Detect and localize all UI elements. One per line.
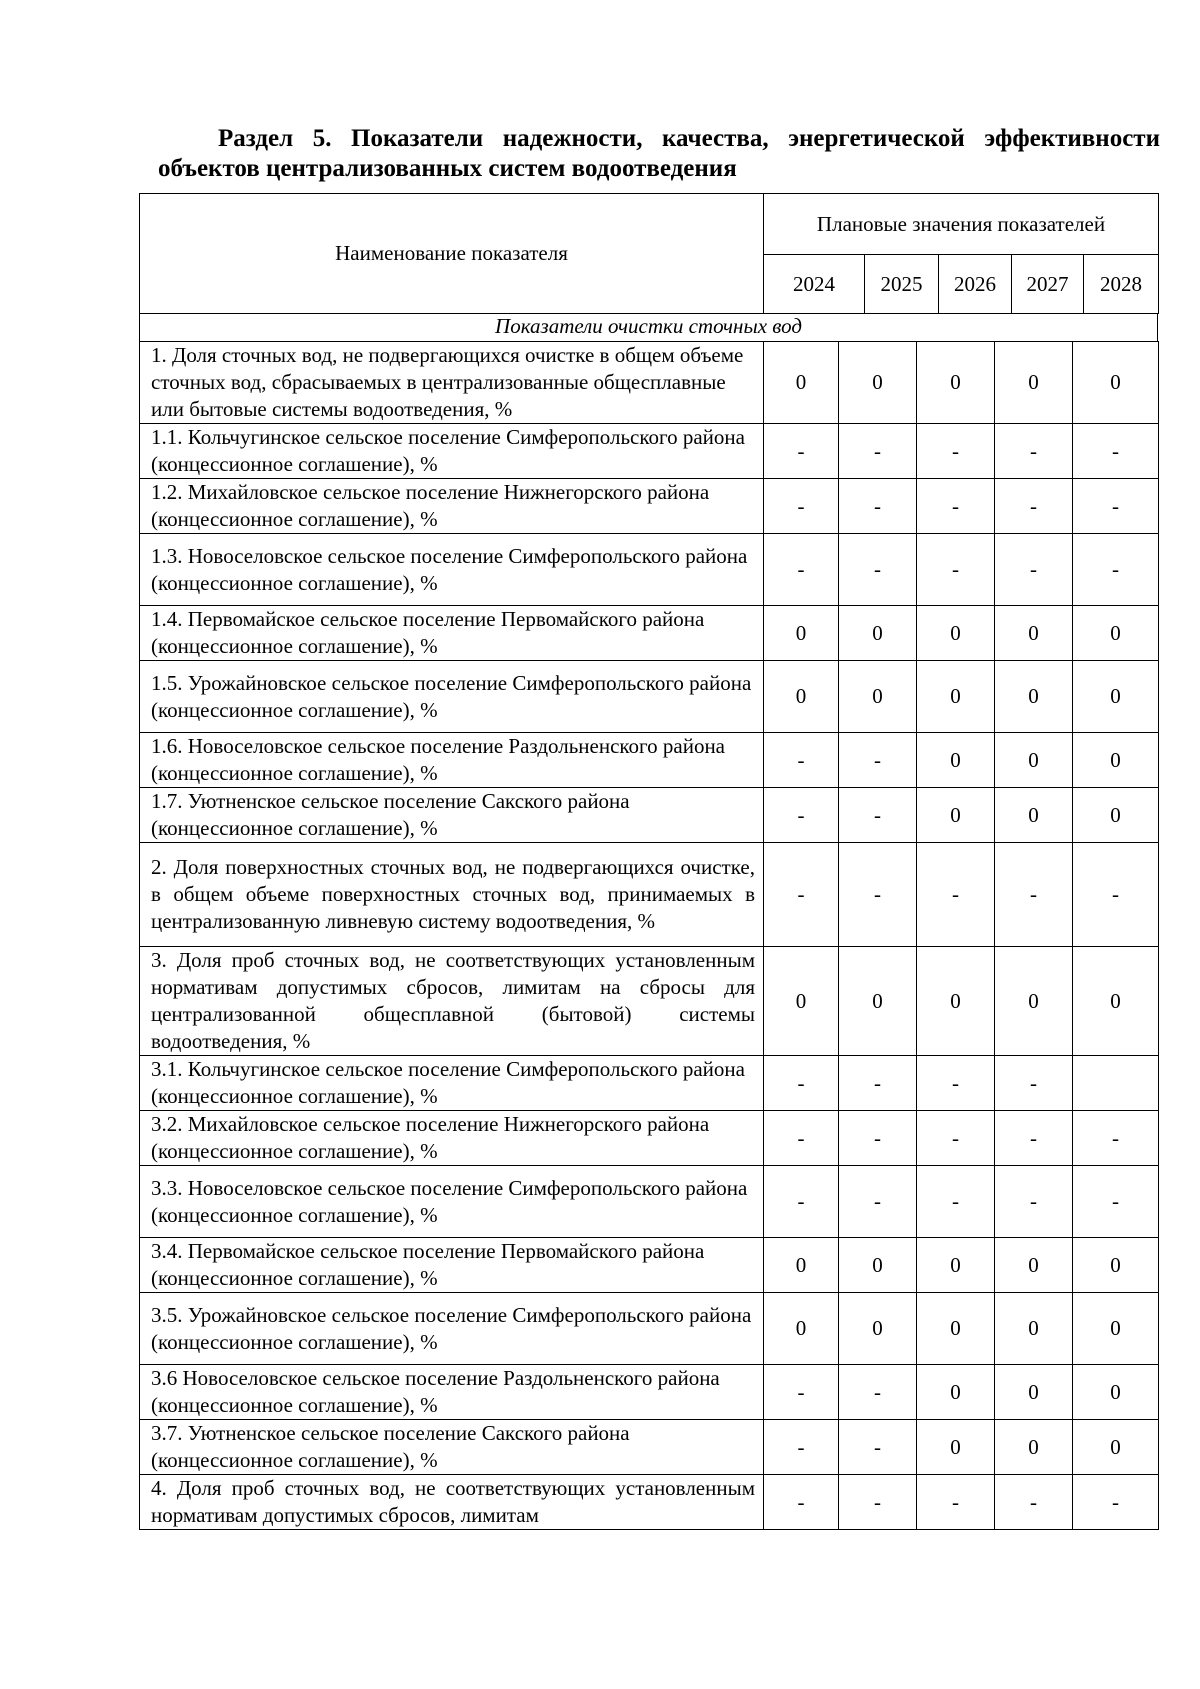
indicator-name-cell: 1. Доля сточных вод, не подвергающихся очистке в общем объеме сточных вод, сбрасываемых в централизованные общесплавные или бытовые системы водоотведения, % xyxy=(140,342,764,424)
indicator-name-cell: 1.3. Новоселовское сельское поселение Симферопольского района (концессионное соглашение), % xyxy=(140,534,764,606)
table-row xyxy=(140,534,1159,606)
value-cell-2025: 0 xyxy=(839,342,917,424)
plan-values-header: Плановые значения показателей xyxy=(764,194,1159,255)
value-cell-2025: - xyxy=(839,843,917,947)
value-cell-2026: 0 xyxy=(917,1238,995,1293)
indicator-name-cell: 1.5. Урожайновское сельское поселение Симферопольского района (концессионное соглашение), % xyxy=(140,661,764,733)
value-cell-2024: 0 xyxy=(764,342,839,424)
value-cell-2026: - xyxy=(917,1166,995,1238)
table-row xyxy=(140,424,1159,479)
value-cell-2024: - xyxy=(764,1420,839,1475)
value-cell-2024: - xyxy=(764,1111,839,1166)
value-cell-2024: - xyxy=(764,843,839,947)
value-cell-2024: 0 xyxy=(764,606,839,661)
value-cell-2026: 0 xyxy=(917,733,995,788)
value-cell-2027: 0 xyxy=(995,1293,1073,1365)
value-cell-2028: - xyxy=(1073,424,1159,479)
value-cell-2026: 0 xyxy=(917,606,995,661)
value-cell-2027: 0 xyxy=(995,733,1073,788)
value-cell-2027: 0 xyxy=(995,661,1073,733)
value-cell-2028: 0 xyxy=(1073,733,1159,788)
value-cell-2026: - xyxy=(917,1475,995,1530)
table-row xyxy=(140,1166,1159,1238)
year-header: 2026 xyxy=(939,255,1012,314)
indicator-name-cell: 2. Доля поверхностных сточных вод, не подвергающихся очистке, в общем объеме поверхностных сточных вод, принимаемых в централизованную ливневую систему водоотведения, % xyxy=(140,843,764,947)
value-cell-2025: 0 xyxy=(839,947,917,1056)
value-cell-2024: - xyxy=(764,1166,839,1238)
value-cell-2027: - xyxy=(995,1056,1073,1111)
indicator-name-cell: 3.5. Урожайновское сельское поселение Симферопольского района (концессионное соглашение), % xyxy=(140,1293,764,1365)
table-row xyxy=(140,661,1159,733)
value-cell-2027: 0 xyxy=(995,947,1073,1056)
value-cell-2028: - xyxy=(1073,479,1159,534)
value-cell-2025: - xyxy=(839,788,917,843)
section-title-row: Показатели очистки сточных вод xyxy=(139,313,1158,341)
value-cell-2025: 0 xyxy=(839,1293,917,1365)
value-cell-2026: - xyxy=(917,1056,995,1111)
value-cell-2024: 0 xyxy=(764,1293,839,1365)
indicators-table xyxy=(139,341,1159,1530)
year-header: 2027 xyxy=(1012,255,1084,314)
value-cell-2024: - xyxy=(764,479,839,534)
value-cell-2025: - xyxy=(839,1420,917,1475)
value-cell-2026: - xyxy=(917,479,995,534)
value-cell-2025: - xyxy=(839,1475,917,1530)
value-cell-2026: 0 xyxy=(917,1365,995,1420)
table-row xyxy=(140,843,1159,947)
table-header xyxy=(139,193,1159,314)
value-cell-2024: - xyxy=(764,1475,839,1530)
table-row xyxy=(140,947,1159,1056)
table-row xyxy=(140,479,1159,534)
value-cell-2027: - xyxy=(995,424,1073,479)
value-cell-2025: 0 xyxy=(839,661,917,733)
value-cell-2026: 0 xyxy=(917,1293,995,1365)
table-row xyxy=(140,1056,1159,1111)
value-cell-2026: - xyxy=(917,424,995,479)
table-row xyxy=(140,606,1159,661)
value-cell-2027: 0 xyxy=(995,1365,1073,1420)
table-row xyxy=(140,788,1159,843)
value-cell-2028: - xyxy=(1073,843,1159,947)
indicator-name-cell: 1.6. Новоселовское сельское поселение Раздольненского района (концессионное соглашение), % xyxy=(140,733,764,788)
value-cell-2027: 0 xyxy=(995,1420,1073,1475)
value-cell-2024: - xyxy=(764,1056,839,1111)
value-cell-2027: 0 xyxy=(995,788,1073,843)
value-cell-2024: - xyxy=(764,534,839,606)
value-cell-2024: - xyxy=(764,788,839,843)
value-cell-2028: 0 xyxy=(1073,1238,1159,1293)
indicator-name-cell: 3.6 Новоселовское сельское поселение Раздольненского района (концессионное соглашение), % xyxy=(140,1365,764,1420)
value-cell-2026: 0 xyxy=(917,1420,995,1475)
value-cell-2026: 0 xyxy=(917,342,995,424)
value-cell-2025: 0 xyxy=(839,1238,917,1293)
table-row xyxy=(140,342,1159,424)
value-cell-2024: - xyxy=(764,1365,839,1420)
value-cell-2027: 0 xyxy=(995,342,1073,424)
year-header: 2025 xyxy=(865,255,939,314)
table-row xyxy=(140,1111,1159,1166)
table-row xyxy=(140,1238,1159,1293)
value-cell-2025: - xyxy=(839,424,917,479)
indicator-name-cell: 3.2. Михайловское сельское поселение Нижнегорского района (концессионное соглашение), % xyxy=(140,1111,764,1166)
section-heading: Раздел 5. Показатели надежности, качества, энергетической эффективности объектов централизованных систем водоотведения xyxy=(158,125,1160,182)
value-cell-2026: - xyxy=(917,843,995,947)
value-cell-2028: - xyxy=(1073,1166,1159,1238)
value-cell-2028: 0 xyxy=(1073,1365,1159,1420)
year-header: 2024 xyxy=(764,255,865,314)
value-cell-2028: 0 xyxy=(1073,342,1159,424)
value-cell-2025: - xyxy=(839,1166,917,1238)
value-cell-2028: - xyxy=(1073,1475,1159,1530)
value-cell-2026: - xyxy=(917,1111,995,1166)
value-cell-2024: 0 xyxy=(764,947,839,1056)
value-cell-2028: - xyxy=(1073,1111,1159,1166)
value-cell-2027: - xyxy=(995,479,1073,534)
value-cell-2027: 0 xyxy=(995,1238,1073,1293)
value-cell-2026: 0 xyxy=(917,661,995,733)
indicator-name-cell: 1.1. Кольчугинское сельское поселение Симферопольского района (концессионное соглашение), % xyxy=(140,424,764,479)
year-header: 2028 xyxy=(1084,255,1159,314)
value-cell-2027: 0 xyxy=(995,606,1073,661)
value-cell-2028 xyxy=(1073,1056,1159,1111)
indicator-name-cell: 1.4. Первомайское сельское поселение Первомайского района (концессионное соглашение), % xyxy=(140,606,764,661)
indicator-name-cell: 3.3. Новоселовское сельское поселение Симферопольского района (концессионное соглашение), % xyxy=(140,1166,764,1238)
table-row xyxy=(140,1365,1159,1420)
value-cell-2026: - xyxy=(917,534,995,606)
value-cell-2028: 0 xyxy=(1073,788,1159,843)
indicator-name-cell: 1.7. Уютненское сельское поселение Сакского района (концессионное соглашение), % xyxy=(140,788,764,843)
value-cell-2028: 0 xyxy=(1073,661,1159,733)
value-cell-2025: - xyxy=(839,1056,917,1111)
indicator-name-cell: 3.7. Уютненское сельское поселение Сакского района (концессионное соглашение), % xyxy=(140,1420,764,1475)
indicator-name-cell: 3.4. Первомайское сельское поселение Первомайского района (концессионное соглашение), % xyxy=(140,1238,764,1293)
value-cell-2028: - xyxy=(1073,534,1159,606)
table-row xyxy=(140,733,1159,788)
value-cell-2025: 0 xyxy=(839,606,917,661)
value-cell-2025: - xyxy=(839,1111,917,1166)
value-cell-2025: - xyxy=(839,479,917,534)
value-cell-2027: - xyxy=(995,1475,1073,1530)
table-row xyxy=(140,1420,1159,1475)
value-cell-2024: - xyxy=(764,424,839,479)
value-cell-2027: - xyxy=(995,534,1073,606)
value-cell-2025: - xyxy=(839,534,917,606)
value-cell-2026: 0 xyxy=(917,947,995,1056)
indicator-name-cell: 3. Доля проб сточных вод, не соответствующих установленным нормативам допустимых сбросов, лимитам на сбросы для централизованной общесплавной (бытовой) системы водоотведения, % xyxy=(140,947,764,1056)
indicator-name-cell: 1.2. Михайловское сельское поселение Нижнегорского района (концессионное соглашение), % xyxy=(140,479,764,534)
value-cell-2027: - xyxy=(995,843,1073,947)
value-cell-2027: - xyxy=(995,1166,1073,1238)
indicator-name-cell: 3.1. Кольчугинское сельское поселение Симферопольского района (концессионное соглашение), % xyxy=(140,1056,764,1111)
value-cell-2024: 0 xyxy=(764,1238,839,1293)
value-cell-2028: 0 xyxy=(1073,1420,1159,1475)
value-cell-2028: 0 xyxy=(1073,947,1159,1056)
value-cell-2028: 0 xyxy=(1073,1293,1159,1365)
value-cell-2025: - xyxy=(839,733,917,788)
indicator-name-cell: 4. Доля проб сточных вод, не соответствующих установленным нормативам допустимых сбросов, лимитам xyxy=(140,1475,764,1530)
value-cell-2026: 0 xyxy=(917,788,995,843)
value-cell-2027: - xyxy=(995,1111,1073,1166)
value-cell-2028: 0 xyxy=(1073,606,1159,661)
value-cell-2024: 0 xyxy=(764,661,839,733)
indicator-name-header: Наименование показателя xyxy=(140,194,764,314)
value-cell-2025: - xyxy=(839,1365,917,1420)
table-row xyxy=(140,1475,1159,1530)
table-row xyxy=(140,1293,1159,1365)
value-cell-2024: - xyxy=(764,733,839,788)
